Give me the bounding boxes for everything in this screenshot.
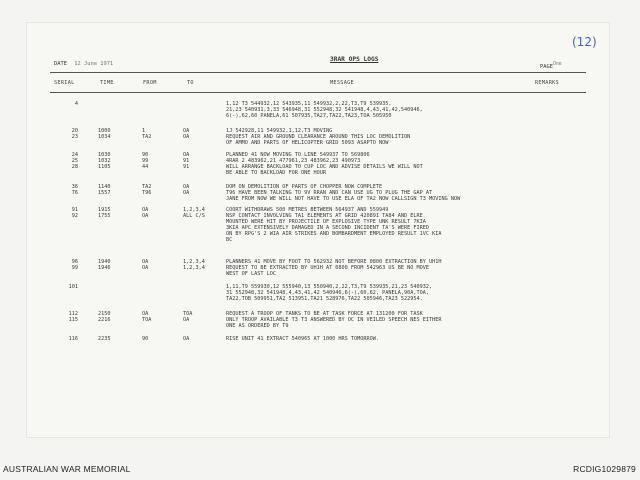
header-top-rule (50, 72, 586, 73)
to-cell: OA (183, 152, 190, 158)
serial-cell: 116 (68, 336, 78, 342)
time-cell: 1940 (98, 259, 111, 265)
to-cell: 1,2,3,4 (183, 265, 205, 271)
message-cell: 1J 542928,11 549932,1,12,T3 MOVING (226, 128, 333, 134)
from-cell: 90 (142, 152, 149, 158)
serial-cell: 23 (71, 134, 78, 140)
message-cell: PLANNERS 41 MOVE BY FOOT TO 562932 NOT BEFORE 0800 EXTRACTION BY UH1H (226, 259, 442, 265)
serial-cell: 96 (71, 259, 78, 265)
to-cell: ALL C/S (183, 213, 205, 219)
time-cell: 1034 (98, 134, 111, 140)
col-to-header: TO (187, 80, 194, 86)
col-time-header: TIME (100, 80, 114, 86)
date-field (54, 61, 113, 67)
from-cell: TOA (142, 317, 152, 323)
message-cell: REQUEST A TROOP OF TANKS TO BE AT TASK FORCE AT 131200 FOR TASK (226, 311, 423, 317)
message-cell: 1,12 T3 544932,12 543935,11 549932,2,22,T3,T9 539935, 21,23 540931,3,33 546948,31 552948,32 541948,4,43,41,42,540946, 6(-),62,60 PANELA,61 507935,TA27,TA22,TA23,TOA 505950 (226, 101, 423, 120)
time-cell: 2216 (98, 317, 111, 323)
time-cell: 1755 (98, 213, 111, 219)
time-cell: 1140 (98, 184, 111, 190)
time-cell: 1000 (98, 128, 111, 134)
time-cell: 1032 (98, 158, 111, 164)
serial-cell: 25 (71, 158, 78, 164)
message-cell: COORT WITHDRAWS 500 METRES BETWEEN 564937 AND 559949 (226, 207, 389, 213)
document-title: 3RAR OPS LOGS (330, 56, 379, 63)
serial-cell: 99 (71, 265, 78, 271)
message-cell: REQUEST AIR AND GROUND CLEARANCE AROUND THIS LOC DEMOLITION OF AMMO AND PARTS OF HELICOPTER GRID 5093 ASAPTO NOW (226, 134, 411, 147)
time-cell: 1030 (98, 152, 111, 158)
time-cell: 2150 (98, 311, 111, 317)
page-field (540, 62, 562, 70)
from-cell: OA (142, 207, 149, 213)
message-cell: 4RAR 2 483962,21 477961,23 483962,23 490973 (226, 158, 361, 164)
to-cell: OA (183, 184, 190, 190)
from-cell: OA (142, 213, 149, 219)
to-cell: 91 (183, 164, 190, 170)
serial-cell: 115 (68, 317, 78, 323)
message-cell: REQUEST TO BE EXTRACTED BY UH1H AT 0800 FROM 542963 US BE NO MOVE WEST OF LAST LOC (226, 265, 430, 278)
to-cell: OA (183, 134, 190, 140)
col-remarks-header: REMARKS (535, 80, 559, 86)
from-cell: OA (142, 311, 149, 317)
serial-cell: 76 (71, 190, 78, 196)
from-cell: 99 (142, 158, 149, 164)
message-cell: PLANNED 41 NOW MOVING TO LINE 549937 TO 569806 (226, 152, 370, 158)
message-cell: DOM ON DEMOLITION OF PARTS OF CHOPPER NOW COMPLETE (226, 184, 383, 190)
col-from-header: FROM (143, 80, 157, 86)
date-label: DATE (54, 61, 67, 67)
from-cell: 1 (142, 128, 146, 134)
to-cell: 1,2,3,4 (183, 259, 205, 265)
time-cell: 1915 (98, 207, 111, 213)
from-cell: T96 (142, 190, 152, 196)
time-cell: 1557 (98, 190, 111, 196)
serial-cell: 28 (71, 164, 78, 170)
message-cell: WILL ARRANGE BACKLOAD TO CUP LOC AND ADVISE DETAILS WE WILL NOT BE ABLE TO BACKLOAD FOR ONE HOUR (226, 164, 423, 177)
col-message-header: MESSAGE (330, 80, 354, 86)
to-cell: 91 (183, 158, 190, 164)
from-cell: TA2 (142, 184, 152, 190)
date-value: 12 June 1971 (74, 61, 114, 67)
to-cell: 1,2,3,4 (183, 207, 205, 213)
footer-institution: AUSTRALIAN WAR MEMORIAL (3, 464, 131, 474)
serial-cell: 92 (71, 213, 78, 219)
time-cell: 1946 (98, 265, 111, 271)
message-cell: NSP CONTACT INVOLVING TA1 ELEMENTS AT GRID 420891 TA84 AND ELRE MOUNTED WERE HIT BY PROJECTILE OF EXPLOSIVE TYPE UNK RESULT 7KIA 3KIA APC EXTENSIVELY DAMAGED IN A SECOND INCIDENT TA'S WERE FIRED ON BY RPG'S 2 WIA AIR STRIKES AND BOMBARDMENT EMPLOYED RESULT 1VC KIA BC (226, 213, 442, 244)
to-cell: OA (183, 336, 190, 342)
header-bottom-rule (50, 92, 586, 93)
serial-cell: 20 (71, 128, 78, 134)
from-cell: OA (142, 259, 149, 265)
col-serial-header: SERIAL (54, 80, 75, 86)
serial-cell: 91 (71, 207, 78, 213)
message-cell: T96 HAVE BEEN TALKING TO 9V RRAN AND CAN USE UG TO PLUG THE GAP AT JANE FROM NOW WE WILL NOT HAVE TO USE ELA OF TA2 NOW CALLSIGN T3 MOVING NOW (226, 190, 461, 203)
serial-cell: 4 (74, 101, 78, 107)
serial-cell: 24 (71, 152, 78, 158)
serial-cell: 101 (68, 284, 78, 290)
time-cell: 1105 (98, 164, 111, 170)
handwritten-page-number: (12) (572, 35, 597, 49)
time-cell: 2235 (98, 336, 111, 342)
message-cell: ONLY TROOP AVAILABLE T3 T3 ANSWERED BY OC IN VEILED SPEECH NES EITHER ONE AS ORDERED BY T9 (226, 317, 442, 330)
footer-reference: RCDIG1029879 (573, 464, 636, 474)
from-cell: 44 (142, 164, 149, 170)
to-cell: OA (183, 128, 190, 134)
page-label: PAGE (540, 63, 553, 70)
to-cell: OA (183, 317, 190, 323)
from-cell: 90 (142, 336, 149, 342)
message-cell: 1,11,T9 559930,12 555940,13 550940,2,22,T3,T9 539935,21,23 540932, 31 552948,32 541948,4,43,41,42 540946,6(-),60,62, PANELA,90A,TOA, TA22,TOB 509951,TA2 513951,TA21 528976,TA22 505946,TA23 522954. (226, 284, 433, 303)
message-cell: RISE UNIT 41 EXTRACT 540965 AT 1000 HRS TOMORROW. (226, 336, 380, 342)
to-cell: TOA (183, 311, 193, 317)
from-cell: OA (142, 265, 149, 271)
page-value: One (552, 62, 562, 67)
to-cell: OA (183, 190, 190, 196)
serial-cell: 36 (71, 184, 78, 190)
from-cell: TA2 (142, 134, 152, 140)
serial-cell: 112 (68, 311, 78, 317)
